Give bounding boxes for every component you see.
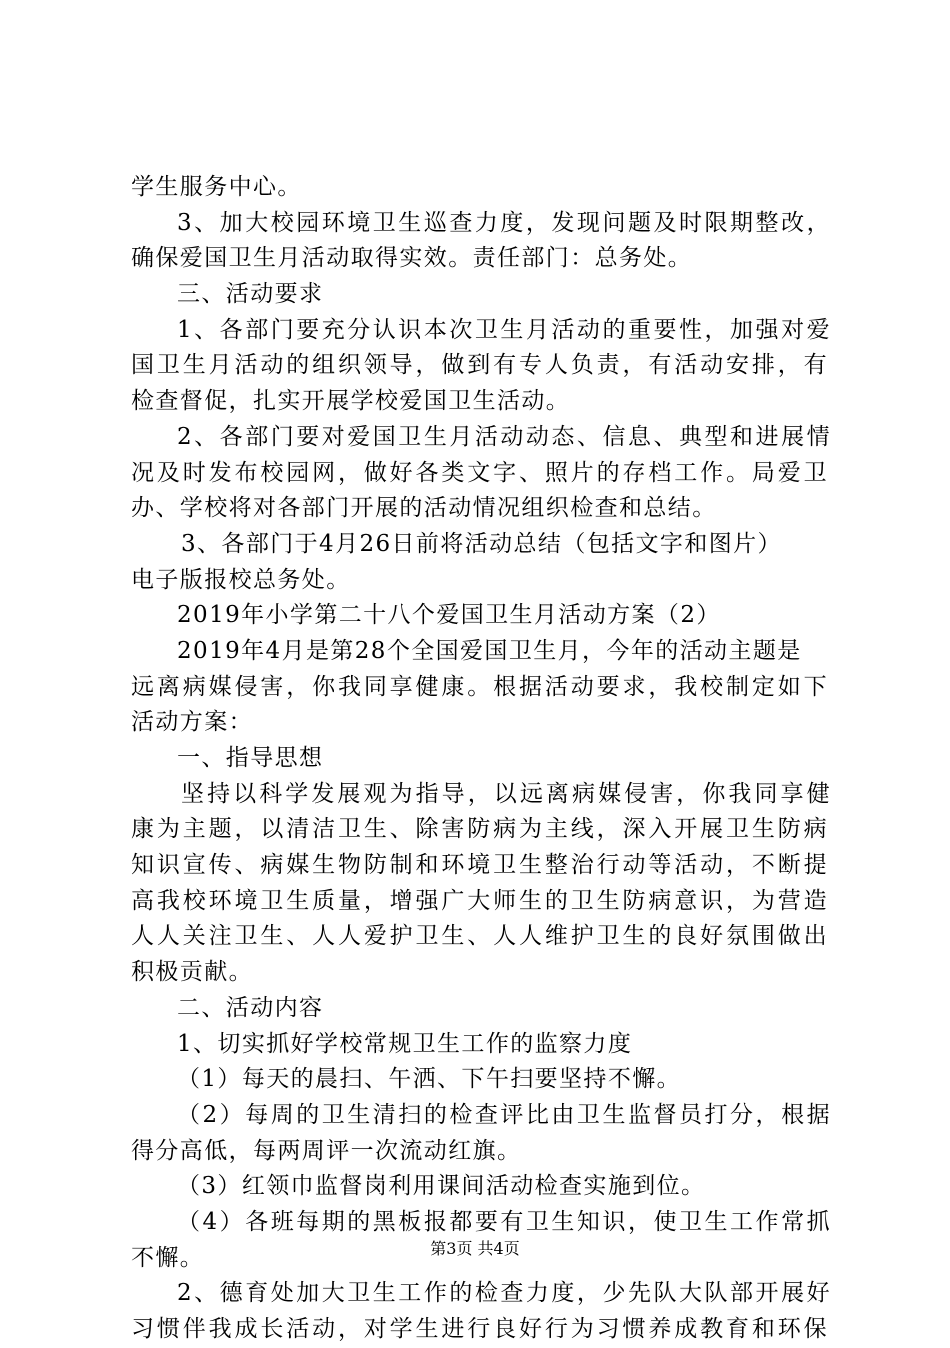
text-line: 积极贡献。: [131, 959, 253, 986]
text-line: 高我校环境卫生质量，增强广大师生的卫生防病意识，为营造: [131, 887, 828, 914]
text-line: 习惯伴我成长活动，对学生进行良好行为习惯养成教育和环保: [131, 1316, 828, 1342]
text-line: 2、各部门要对爱国卫生月活动动态、信息、典型和进展情: [177, 423, 831, 450]
text-line: 办、学校将对各部门开展的活动情况组织检查和总结。: [131, 495, 717, 522]
text-line: 活动方案：: [131, 709, 253, 736]
text-line: 2、德育处加大卫生工作的检查力度，少先队大队部开展好: [177, 1280, 831, 1307]
text-line: （2）每周的卫生清扫的检查评比由卫生监督员打分，根据: [177, 1101, 831, 1128]
document-body: [131, 170, 831, 1348]
text-line: 得分高低，每两周评一次流动红旗。: [131, 1137, 522, 1164]
text-line: 2019年4月是第28个全国爱国卫生月，今年的活动主题是: [177, 637, 802, 664]
text-line: 人人关注卫生、人人爱护卫生、人人维护卫生的良好氛围做出: [131, 923, 828, 950]
text-line: 况及时发布校园网，做好各类文字、照片的存档工作。局爱卫: [131, 459, 828, 486]
section-heading: 三、活动要求: [177, 281, 324, 308]
text-line: （4）各班每期的黑板报都要有卫生知识，使卫生工作常抓: [177, 1208, 831, 1235]
page-number-footer: 第3页 共4页: [430, 1239, 520, 1258]
text-line: 确保爱国卫生月活动取得实效。责任部门：总务处。: [131, 245, 693, 272]
text-line: 康为主题，以清洁卫生、除害防病为主线，深入开展卫生防病: [131, 816, 828, 843]
text-line: 3、各部门于4月26日前将活动总结（包括文字和图片）: [181, 530, 782, 557]
document-subtitle: 2019年小学第二十八个爱国卫生月活动方案（2）: [177, 602, 721, 629]
text-line: 坚持以科学发展观为指导，以远离病媒侵害，你我同享健: [181, 780, 831, 807]
text-line: 检查督促，扎实开展学校爱国卫生活动。: [131, 388, 571, 415]
section-heading: 二、活动内容: [177, 994, 324, 1021]
text-line: （3）红领巾监督岗利用课间活动检查实施到位。: [177, 1173, 706, 1200]
text-line: 国卫生月活动的组织领导，做到有专人负责，有活动安排，有: [131, 352, 828, 379]
text-line: 1、切实抓好学校常规卫生工作的监察力度: [177, 1030, 633, 1057]
text-line: 不懈。: [131, 1244, 205, 1271]
text-line: 知识宣传、病媒生物防制和环境卫生整治行动等活动，不断提: [131, 852, 828, 879]
text-line: 电子版报校总务处。: [131, 566, 351, 593]
text-line: （1）每天的晨扫、午洒、下午扫要坚持不懈。: [177, 1066, 682, 1093]
text-line: 远离病媒侵害，你我同享健康。根据活动要求，我校制定如下: [131, 673, 828, 700]
text-line: 学生服务中心。: [131, 174, 302, 200]
text-line: 3、加大校园环境卫生巡查力度，发现问题及时限期整改，: [177, 209, 831, 236]
text-line: 1、各部门要充分认识本次卫生月活动的重要性，加强对爱: [177, 316, 831, 343]
section-heading: 一、指导思想: [177, 745, 324, 771]
